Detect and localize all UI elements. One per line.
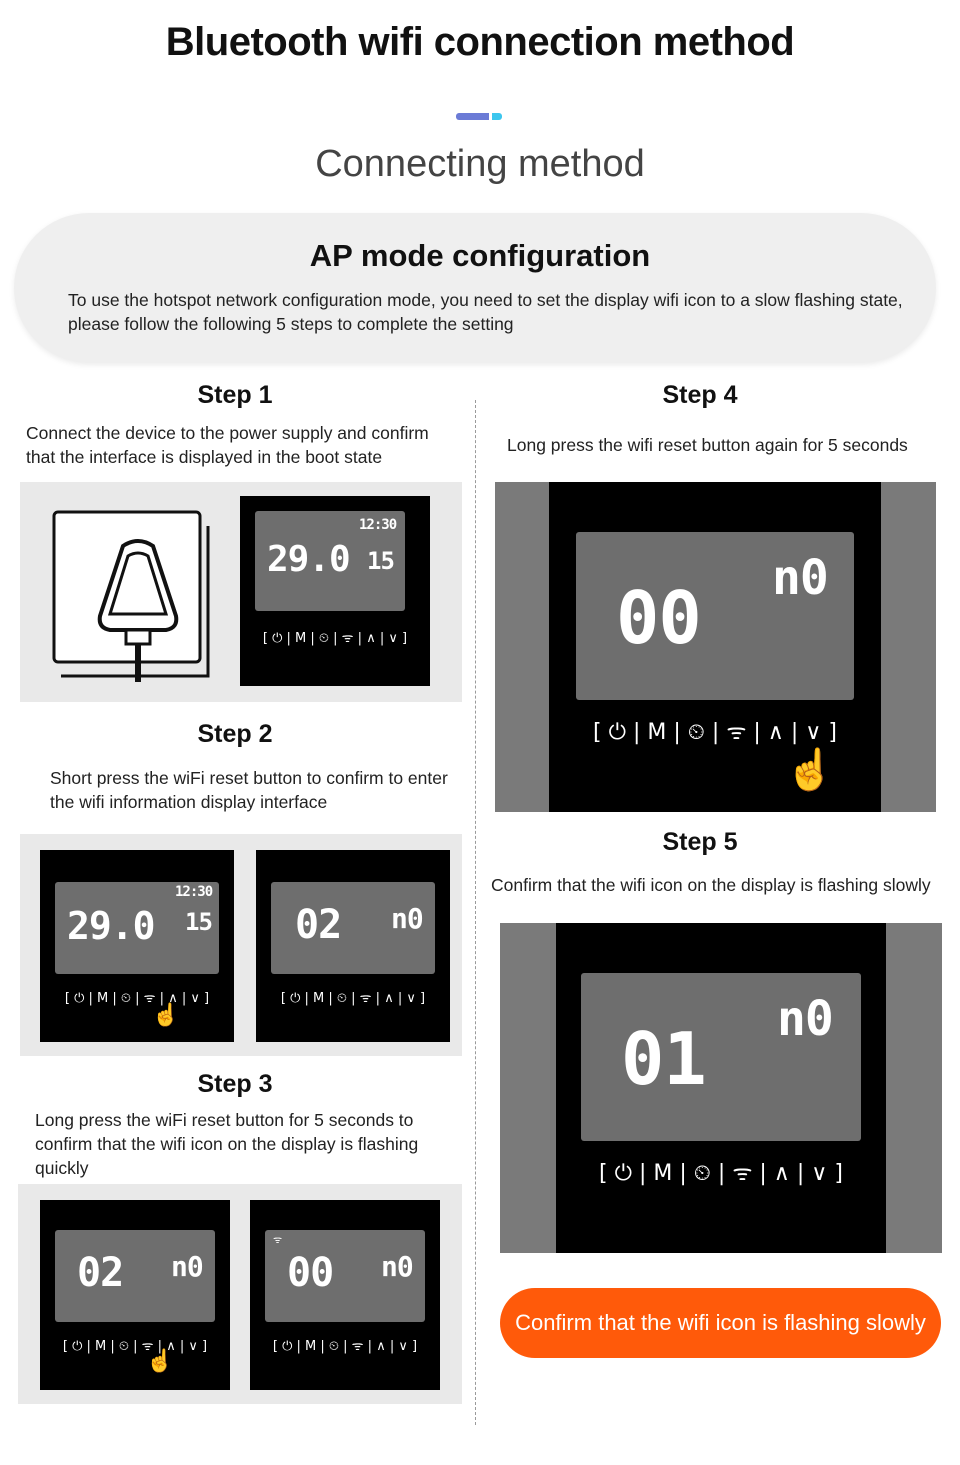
- ap-mode-title: AP mode configuration: [309, 238, 651, 273]
- thermostat-panel: [549, 482, 881, 812]
- code-readout: 02: [77, 1250, 124, 1296]
- step-3-image: [18, 1184, 462, 1404]
- power-plug-icon: [48, 506, 228, 686]
- accent-bar: [456, 113, 502, 120]
- step-5-image: [500, 923, 942, 1253]
- step-1-image: [20, 482, 462, 702]
- lcd-screen: [271, 882, 435, 974]
- column-divider: [475, 400, 476, 1425]
- room-temp-readout: 29.0: [267, 539, 350, 580]
- ap-mode-description: To use the hotspot network configuration mode, you need to set the display wifi icon to a slow flashing state, please follow the following 5 steps to complete the setting: [68, 290, 903, 334]
- step-4-description: Long press the wifi reset button again for 5 seconds: [507, 435, 908, 455]
- set-temp-readout: 15: [185, 908, 212, 936]
- step-2-image: [20, 834, 462, 1056]
- step-4-title: Step 4: [662, 381, 738, 409]
- step-1-description: Connect the device to the power supply and confirm that the interface is displayed in the boot state: [26, 423, 429, 467]
- status-readout: n0: [772, 550, 828, 606]
- step-3-description: Long press the wiFi reset button for 5 seconds to confirm that the wifi icon on the display is flashing quickly: [35, 1110, 419, 1178]
- lcd-screen: [576, 532, 854, 700]
- button-row[interactable]: [ ⏻ | M | ⏲ | ᯤ | ∧ | ∨ ]: [62, 1339, 208, 1354]
- step-2-description: Short press the wiFi reset button to confirm to enter the wifi information display interface: [50, 768, 448, 812]
- hand-pointer-icon: ☝: [146, 1348, 174, 1373]
- status-readout: n0: [391, 902, 423, 935]
- code-readout: 02: [295, 902, 342, 948]
- status-readout: n0: [381, 1250, 413, 1283]
- lcd-screen: [255, 511, 405, 611]
- code-readout: 01: [621, 1017, 706, 1101]
- step-3-title: Step 3: [197, 1070, 273, 1098]
- status-readout: n0: [777, 991, 833, 1047]
- clock-readout: 12:30: [175, 884, 213, 900]
- step-5-title: Step 5: [662, 828, 738, 856]
- section-subtitle: Connecting method: [315, 143, 645, 185]
- step-5-description: Confirm that the wifi icon on the display is flashing slowly: [491, 875, 931, 895]
- clock-readout: 12:30: [359, 517, 397, 533]
- button-row[interactable]: [ ⏻ | M | ⏲ | ᯤ | ∧ | ∨ ]: [64, 991, 210, 1006]
- button-row[interactable]: [ ⏻ | M | ⏲ | ᯤ | ∧ | ∨ ]: [272, 1339, 418, 1354]
- thermostat-panel: [40, 1200, 230, 1390]
- lcd-screen: [265, 1230, 425, 1322]
- confirm-callout: Confirm that the wifi icon is flashing slowly: [500, 1288, 941, 1358]
- hand-pointer-icon: ☝: [785, 748, 835, 792]
- lcd-screen: [55, 882, 219, 974]
- thermostat-panel: [256, 850, 450, 1042]
- step-4-image: [495, 482, 936, 812]
- page-title: Bluetooth wifi connection method: [165, 20, 795, 64]
- thermostat-panel: [250, 1200, 440, 1390]
- lcd-screen: [55, 1230, 215, 1322]
- button-row[interactable]: [ ⏻ | M | ⏲ | ᯤ | ∧ | ∨ ]: [599, 1161, 843, 1186]
- room-temp-readout: 29.0: [67, 904, 155, 948]
- status-readout: n0: [171, 1250, 203, 1283]
- wifi-icon: ᯤ: [273, 1235, 283, 1246]
- set-temp-readout: 15: [367, 547, 394, 575]
- button-row[interactable]: [ ⏻ | M | ⏲ | ᯤ | ∧ | ∨ ]: [593, 720, 837, 745]
- thermostat-panel: [240, 496, 430, 686]
- button-row[interactable]: [ ⏻ | M | ⏲ | ᯤ | ∧ | ∨ ]: [280, 991, 426, 1006]
- step-1-title: Step 1: [197, 381, 273, 409]
- step-2-title: Step 2: [197, 720, 273, 748]
- button-row[interactable]: [ ⏻ | M | ⏲ | ᯤ | ∧ | ∨ ]: [262, 631, 408, 646]
- lcd-screen: [581, 973, 861, 1141]
- thermostat-panel: [556, 923, 886, 1253]
- hand-pointer-icon: ☝: [152, 1002, 180, 1027]
- thermostat-panel: [40, 850, 234, 1042]
- code-readout: 00: [616, 576, 701, 660]
- code-readout: 00: [287, 1250, 334, 1296]
